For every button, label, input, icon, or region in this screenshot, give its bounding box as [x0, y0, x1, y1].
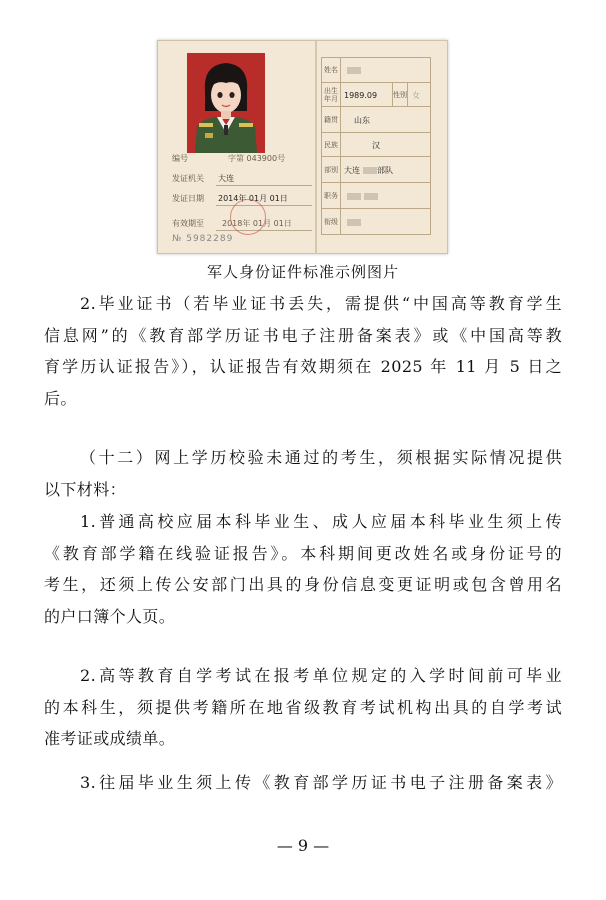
text-line: 的户口簿个人页。 — [44, 606, 176, 626]
redacted-mark — [363, 167, 377, 174]
paragraph-fresh-graduates — [44, 506, 562, 632]
card-number-label: 编号 — [172, 154, 188, 163]
card-serial-number: № 5982289 — [172, 234, 234, 244]
field-value: 大连 部队 — [344, 165, 393, 175]
text-line: （十二）网上学历校验未通过的考生，须根据实际情况提供 — [80, 448, 562, 467]
issue-date-value: 2014年 01月 01日 — [218, 194, 288, 203]
card-number-value: 字第 043900号 — [228, 154, 286, 163]
text-line: 《教育部学籍在线验证报告》。本科期间更改姓名或身份证号的 — [44, 543, 562, 563]
field-label: 民族 — [322, 133, 341, 157]
paragraph-self-study-exam — [44, 660, 562, 755]
issue-date-label: 发证日期 — [172, 194, 204, 203]
card-field-table — [321, 57, 431, 235]
field-row-birth — [322, 82, 430, 107]
paragraph-section-twelve — [44, 442, 562, 505]
text-line: 3.往届毕业生须上传《教育部学历证书电子注册备案表》 — [80, 773, 562, 792]
paragraph-graduation-certificate — [44, 288, 562, 414]
text-line: 信息网”的《教育部学历证书电子注册备案表》或《中国高等教 — [44, 325, 562, 345]
redacted-mark — [347, 67, 361, 74]
field-label: 衔级 — [322, 209, 341, 235]
field-label: 姓名 — [322, 58, 341, 82]
text-line: 考生，还须上传公安部门出具的身份信息变更证明或包含曾用名 — [44, 575, 562, 594]
field-value: 汉 — [372, 140, 380, 150]
page-number: — 9 — — [276, 836, 330, 855]
valid-until-underline — [216, 230, 312, 231]
field-value — [344, 58, 361, 82]
field-row-position — [322, 182, 430, 209]
field-value: 1989.09 — [344, 90, 378, 100]
field-label: 职务 — [322, 183, 341, 209]
gender-label: 性别 — [392, 83, 408, 107]
issuer-underline — [216, 185, 312, 186]
card-fold-line — [315, 41, 317, 253]
valid-until-value: 2018年 01月 01日 — [222, 219, 292, 228]
issuer-label: 发证机关 — [172, 174, 204, 183]
text-line: 的本科生，须提供考籍所在地省级教育考试机构出具的自学考试 — [44, 697, 562, 717]
redacted-mark — [347, 219, 361, 226]
gender-value: 女 — [412, 90, 420, 100]
redacted-mark — [347, 193, 361, 200]
field-value: 山东 — [354, 115, 370, 125]
issue-date-underline — [216, 205, 312, 206]
field-label: 部别 — [322, 157, 341, 183]
official-seal-stamp — [230, 199, 266, 235]
field-value — [344, 209, 361, 235]
redacted-mark — [364, 193, 378, 200]
text-line: 2.高等教育自学考试在报考单位规定的入学时间前可毕业 — [80, 666, 562, 685]
military-id-card-image — [157, 40, 448, 254]
text-line: 1.普通高校应届本科毕业生、成人应届本科毕业生须上传 — [80, 512, 562, 531]
field-row-name — [322, 58, 430, 82]
field-row-origin — [322, 106, 430, 133]
field-row-rank — [322, 208, 430, 235]
text-line: 后。 — [44, 388, 77, 408]
id-photo — [187, 53, 265, 153]
field-value — [344, 183, 378, 209]
portrait-illustration — [187, 53, 265, 153]
paragraph-previous-graduates — [44, 767, 562, 799]
text-line: 准考证或成绩单。 — [44, 729, 176, 748]
text-line: 2.毕业证书（若毕业证书丢失，需提供“中国高等教育学生 — [80, 294, 562, 313]
field-label: 籍贯 — [322, 107, 341, 133]
text-line: 育学历认证报告》），认证报告有效期须在 2025 年 11 月 5 日之 — [44, 357, 562, 376]
text-line: 以下材料： — [44, 479, 127, 499]
field-label: 出生年月 — [322, 83, 341, 107]
issuer-value: 大连 — [218, 174, 234, 183]
field-row-ethnicity — [322, 132, 430, 157]
valid-until-label: 有效期至 — [172, 219, 204, 228]
image-caption: 军人身份证件标准示例图片 — [206, 263, 399, 281]
field-row-unit — [322, 156, 430, 183]
